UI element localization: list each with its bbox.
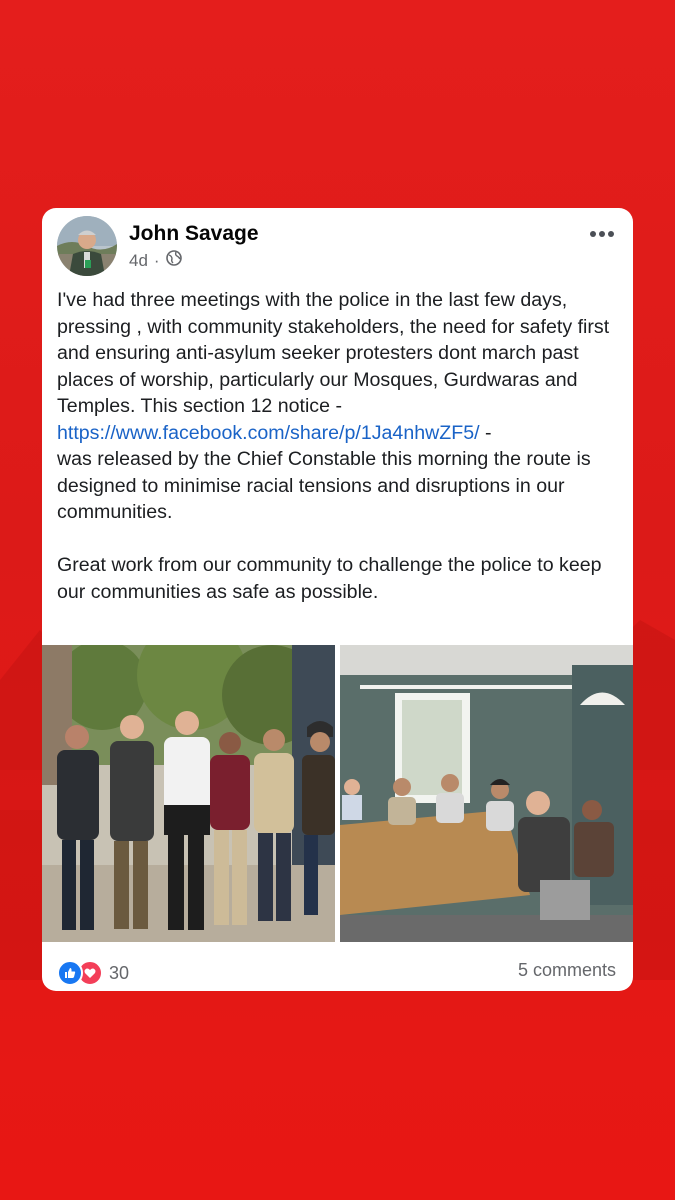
reaction-count: 30 — [109, 962, 130, 983]
post-paragraph-3: Great work from our community to challenge the police to keep our communities as safe as possible. — [57, 554, 602, 603]
photo-meeting-room[interactable] — [340, 645, 633, 942]
reactions-summary[interactable] — [57, 960, 129, 986]
like-icon — [57, 960, 83, 986]
post-text-part1: I've had three meetings with the police in the last few days, pressing , with community stakeholders, the need for safety first and ensuring anti-asylum seeker protesters dont march past places of worship, particularly our Mosques, Gurdwaras and Temples. This section 12 notice - — [57, 289, 610, 417]
post-meta — [129, 250, 182, 271]
post-paragraph-1 — [57, 287, 617, 446]
author-avatar[interactable] — [57, 216, 117, 276]
globe-icon — [166, 250, 182, 271]
comments-count[interactable]: 5 comments — [517, 960, 616, 980]
post-text-part2: - — [479, 421, 492, 444]
more-options-icon[interactable] — [589, 218, 615, 244]
author-name[interactable]: John Savage — [129, 222, 259, 245]
photo-group-outdoors[interactable] — [42, 645, 335, 942]
post-text — [57, 287, 617, 605]
facebook-post-card — [42, 208, 633, 991]
post-paragraph-2: was released by the Chief Constable this morning the route is designed to minimise racial tensions and disruptions in our communities. — [57, 448, 591, 523]
post-link[interactable]: https://www.facebook.com/share/p/1Ja4nhwZF5/ — [57, 421, 480, 444]
post-time[interactable]: 4d — [129, 250, 148, 270]
meta-separator: · — [153, 250, 160, 270]
